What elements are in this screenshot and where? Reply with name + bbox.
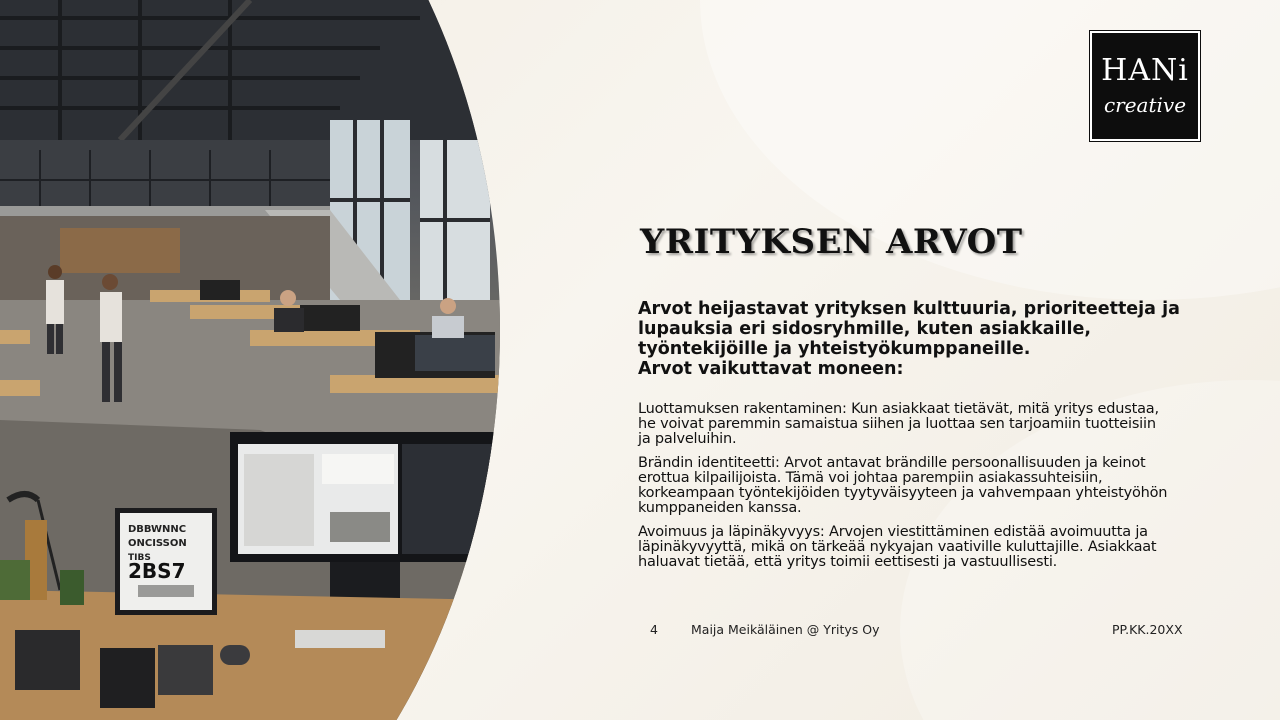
subtitle-line: lupauksia eri sidosryhmille, kuten asiakkaille,	[638, 319, 1092, 339]
slide-title: YRITYKSEN ARVOT	[640, 222, 1023, 262]
poster-text-1: DBBWNNC	[128, 524, 187, 535]
subtitle-line: Arvot heijastavat yrityksen kulttuuria, prioriteetteja ja	[638, 299, 1180, 319]
logo-text-hani: HANi	[1101, 53, 1189, 88]
paragraph-line: erottua kilpailijoista. Tämä voi johtaa parempiin asiakassuhteisiin,	[638, 470, 1103, 486]
paragraph-line: läpinäkyvyyttä, mikä on tärkeää nykyajan vaativille kuluttajille. Asiakkaat	[638, 539, 1157, 555]
poster-text-4: 2BS7	[128, 559, 186, 583]
paragraph-line: ja palveluihin.	[638, 431, 737, 447]
company-logo	[1090, 31, 1200, 141]
slide-body	[638, 402, 1198, 579]
footer-date: PP.KK.20XX	[1112, 622, 1183, 637]
footer-author: Maija Meikäläinen @ Yritys Oy	[691, 622, 880, 637]
paragraph-line: kumppaneiden kanssa.	[638, 500, 802, 516]
paragraph-line: Luottamuksen rakentaminen: Kun asiakkaat tietävät, mitä yritys edustaa,	[638, 401, 1159, 417]
paragraph-line: Avoimuus ja läpinäkyvyys: Arvojen viestittäminen edistää avoimuutta ja	[638, 524, 1148, 540]
subtitle-line: työntekijöille ja yhteistyökumppaneille.	[638, 339, 1031, 359]
slide-subtitle	[638, 299, 1198, 379]
paragraph-brand	[638, 456, 1198, 516]
paragraph-line: Brändin identiteetti: Arvot antavat brändille persoonallisuuden ja keinot	[638, 455, 1146, 471]
paragraph-transparency	[638, 525, 1198, 570]
paragraph-trust	[638, 402, 1198, 447]
poster-text-2: ONCISSON	[128, 538, 187, 549]
paragraph-line: korkeampaan työntekijöiden tyytyväisyyteen ja vahvempaan yhteistyöhön	[638, 485, 1168, 501]
poster-text-3: TIBS	[128, 553, 151, 563]
paragraph-line: he voivat paremmin samaistua siihen ja luottaa sen tarjoamiin tuotteisiin	[638, 416, 1156, 432]
subtitle-line: Arvot vaikuttavat moneen:	[638, 359, 904, 379]
logo-text-creative: creative	[1103, 93, 1187, 117]
paragraph-line: haluavat tietää, että yritys toimii eettisesti ja vastuullisesti.	[638, 554, 1058, 570]
footer-page-number: 4	[650, 622, 658, 637]
